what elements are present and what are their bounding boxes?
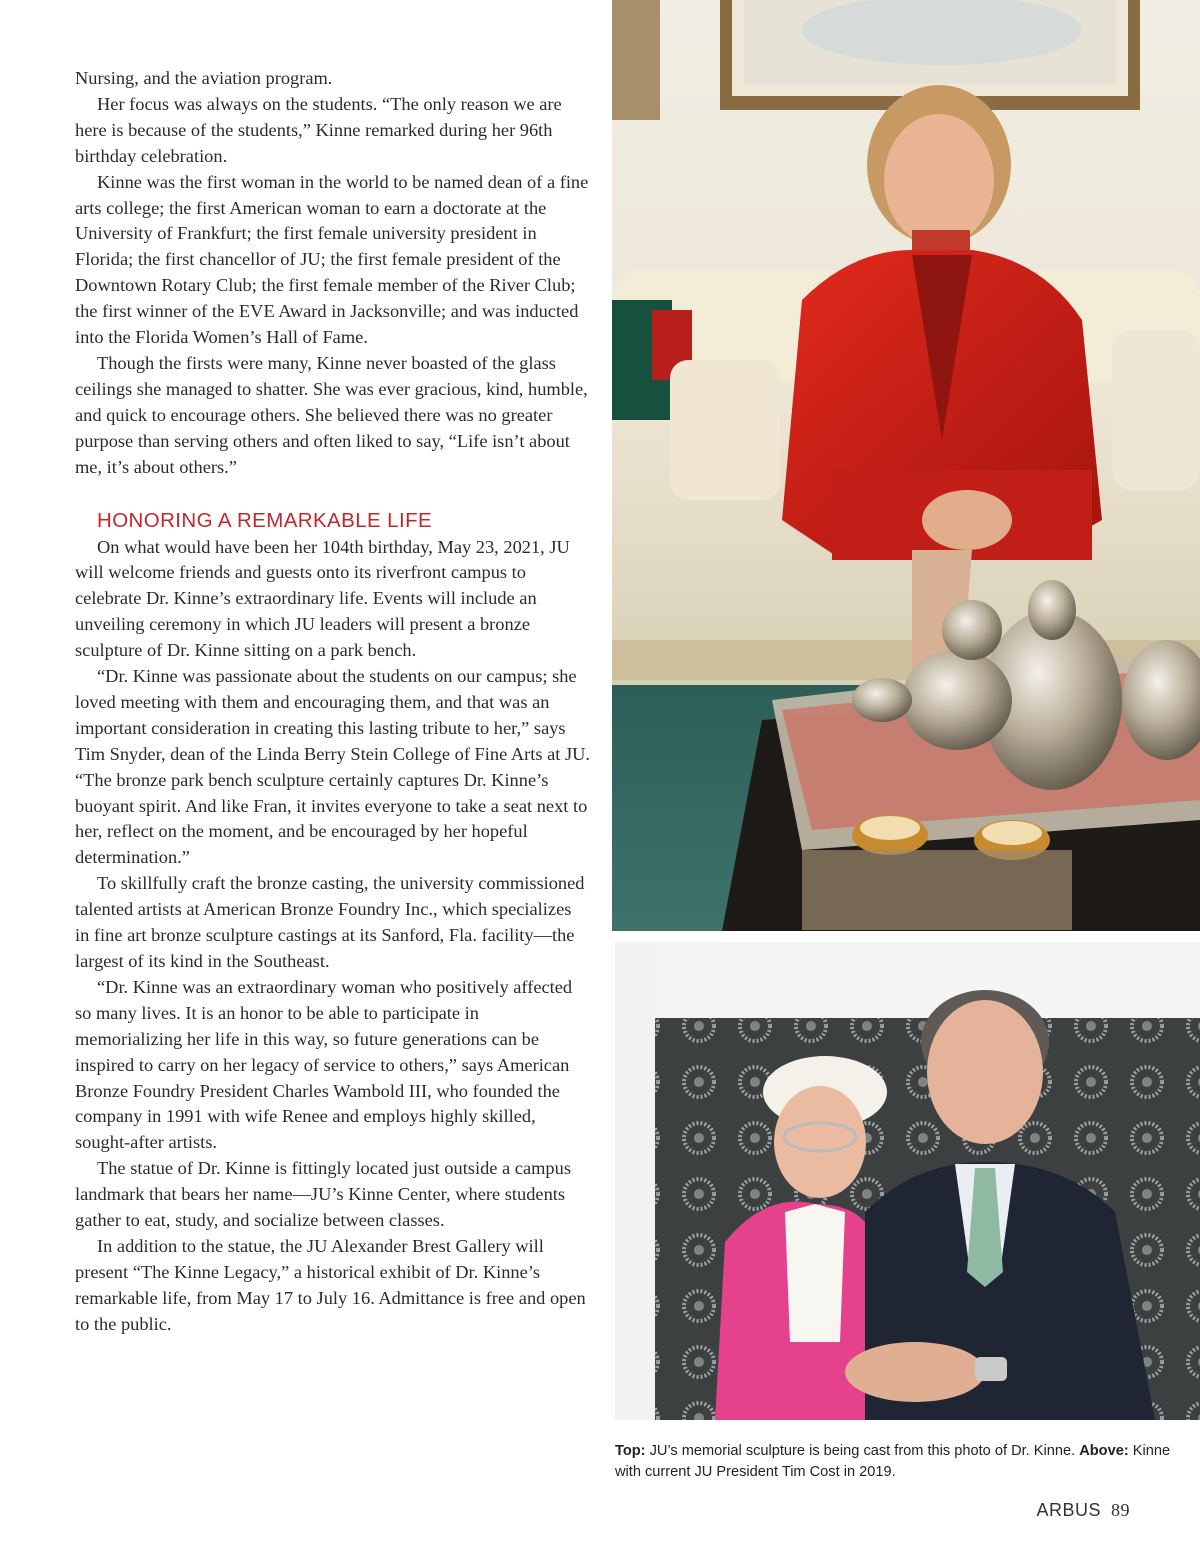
page-number: 89 xyxy=(1111,1500,1130,1520)
paragraph: The statue of Dr. Kinne is fittingly located just outside a campus landmark that bears her name—JU’s Kinne Center, where students gather to eat, study, and socialize between classes. xyxy=(75,1158,571,1231)
paragraph: “Dr. Kinne was an extraordinary woman who positively affected so many lives. It is an honor to be able to participate in memorializing her life in this way, so future generations can be inspired to carry on her legacy of service to others,” says American Bronze Foundry President Charles Wambold III, who founded the company in 1991 with wife Renee and employs highly skilled, sought-after artists. xyxy=(75,976,573,1153)
paragraph: On what would have been her 104th birthday, May 23, 2021, JU will welcome friends and guests onto its riverfront campus to celebrate Dr. Kinne’s extraordinary life. Events will include an unveiling ceremony in which JU leaders will present a bronze sculpture of Dr. Kinne sitting on a park bench. xyxy=(75,536,570,661)
paragraph: Her focus was always on the students. “The only reason we are here is because of the students,” Kinne remarked during her 96th birthday celebration. xyxy=(75,93,562,166)
caption-above-label: Above: xyxy=(1079,1443,1129,1459)
article-body xyxy=(75,66,590,1338)
caption-top-label: Top: xyxy=(615,1443,646,1459)
photo-caption xyxy=(615,1441,1195,1483)
photo-kinne-sofa xyxy=(612,0,1200,931)
magazine-name: ARBUS xyxy=(1036,1500,1101,1520)
paragraph: Nursing, and the aviation program. xyxy=(75,68,333,88)
caption-top-text: JU’s memorial sculpture is being cast from this photo of Dr. Kinne. xyxy=(645,1443,1076,1459)
section-heading: HONORING A REMARKABLE LIFE xyxy=(97,508,433,532)
photo-kinne-with-president xyxy=(615,942,1200,1420)
paragraph: In addition to the statue, the JU Alexander Brest Gallery will present “The Kinne Legacy,” a historical exhibit of Dr. Kinne’s remarkable life, from May 17 to July 16. Admittance is free and open to the public. xyxy=(75,1235,586,1334)
paragraph: To skillfully craft the bronze casting, the university commissioned talented artists at American Bronze Foundry Inc., which specializes in fine art bronze sculpture castings at its Sanford, Fla. facility—the largest of its kind in the Southeast. xyxy=(75,873,585,971)
caption-above-text: Kinne with current JU President Tim Cost in 2019. xyxy=(615,1443,1171,1480)
page-folio xyxy=(1036,1500,1130,1521)
paragraph: “Dr. Kinne was passionate about the students on our campus; she loved meeting with them and encouraging them, and that was an important consideration in creating this lasting tribute to her,” says Tim Snyder, dean of the Linda Berry Stein College of Fine Arts at JU. “The bronze park bench sculpture certainly captures Dr. Kinne’s buoyant spirit. And like Fran, it invites everyone to take a seat next to her, reflect on the moment, and be encouraged by her hopeful determination.” xyxy=(75,666,590,868)
paragraph: Kinne was the first woman in the world to be named dean of a fine arts college; the first American woman to earn a doctorate at the University of Frankfurt; the first female university president in Florida; the first chancellor of JU; the first female president of the Downtown Rotary Club; the first female member of the River Club; the first winner of the EVE Award in Jacksonville; and was inducted into the Florida Women’s Hall of Fame. xyxy=(75,171,589,348)
paragraph: Though the firsts were many, Kinne never boasted of the glass ceilings she managed to shatter. She was ever gracious, kind, humble, and quick to encourage others. She believed there was no greater purpose than serving others and often liked to say, “Life isn’t about me, it’s about others.” xyxy=(75,352,588,477)
